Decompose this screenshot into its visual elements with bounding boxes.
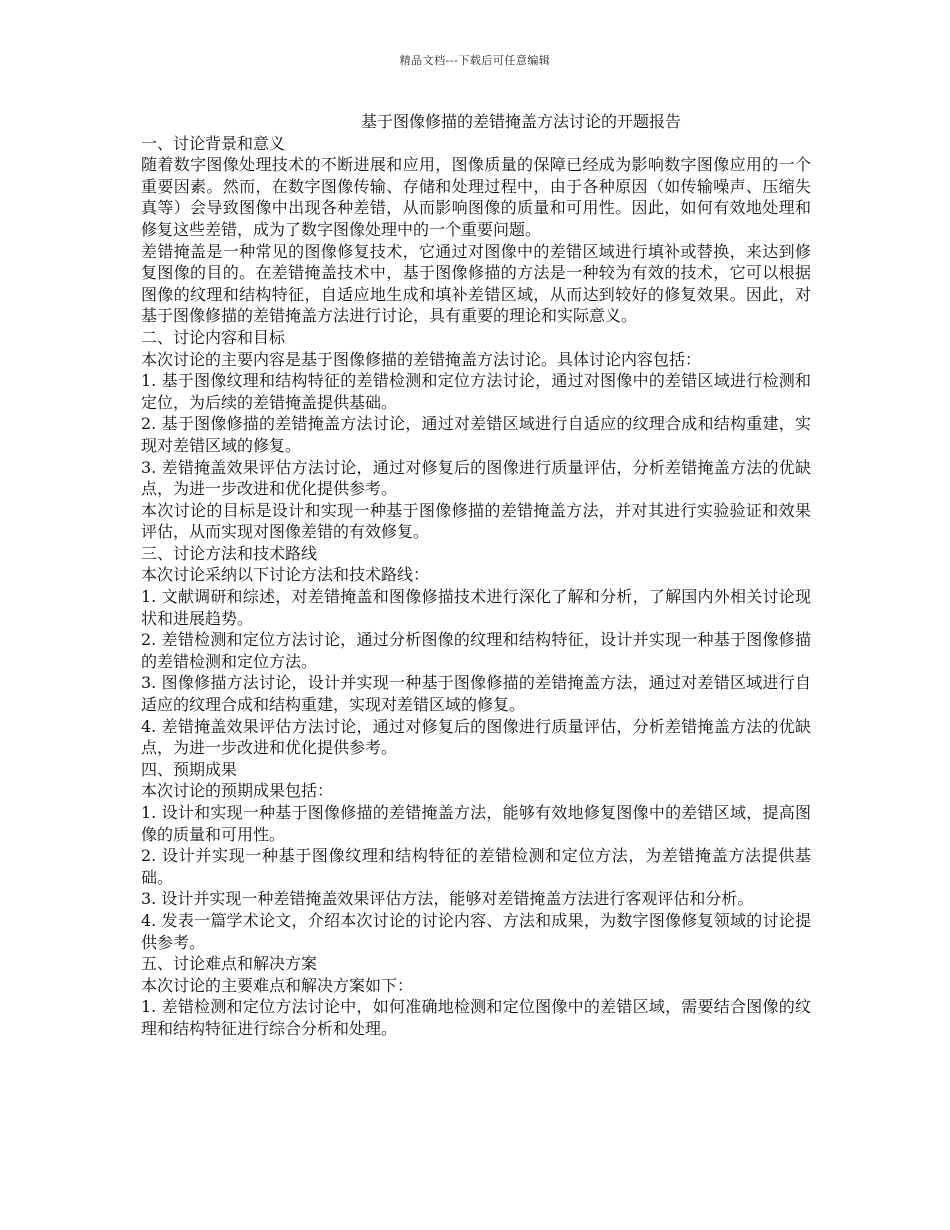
list-item: 4. 差错掩盖效果评估方法讨论，通过对修复后的图像进行质量评估，分析差错掩盖方法的优缺点，为进一步改进和优化提供参考。 [141,716,811,758]
list-item: 1. 基于图像纹理和结构特征的差错检测和定位方法讨论，通过对图像中的差错区域进行检测和定位，为后续的差错掩盖提供基础。 [141,371,811,412]
paragraph: 本次讨论的预期成果包括： [141,781,334,801]
list-item: 1. 差错检测和定位方法讨论中，如何准确地检测和定位图像中的差错区域，需要结合图像的纹理和结构特征进行综合分析和处理。 [141,997,811,1038]
document-title: 基于图像修描的差错掩盖方法讨论的开题报告 [361,112,682,131]
paragraph: 差错掩盖是一种常见的图像修复技术，它通过对图像中的差错区域进行填补或替换，来达到修复图像的目的。在差错掩盖技术中，基于图像修描的方法是一种较为有效的技术，它可以根据图像的纹理和结构特征，自适应地生成和填补差错区域，从而达到较好的修复效果。因此，对基于图像修描的差错掩盖方法进行讨论，具有重要的理论和实际意义。 [141,241,811,326]
section-heading-4: 四、预期成果 [141,759,238,779]
section-heading-5: 五、讨论难点和解决方案 [141,954,318,974]
list-item: 1. 设计和实现一种基于图像修描的差错掩盖方法，能够有效地修复图像中的差错区域，提高图像的质量和可用性。 [141,803,811,844]
list-item: 3. 图像修描方法讨论，设计并实现一种基于图像修描的差错掩盖方法，通过对差错区域进行自适应的纹理合成和结构重建，实现对差错区域的修复。 [141,673,811,715]
list-item: 4. 发表一篇学术论文，介绍本次讨论的讨论内容、方法和成果，为数字图像修复领域的讨论提供参考。 [141,910,811,952]
section-heading-1: 一、讨论背景和意义 [141,133,286,153]
section-heading-3: 三、讨论方法和技术路线 [141,543,318,563]
list-item: 1. 文献调研和综述，对差错掩盖和图像修描技术进行深化了解和分析，了解国内外相关讨论现状和进展趋势。 [141,587,811,628]
list-item: 2. 设计并实现一种基于图像纹理和结构特征的差错检测和定位方法，为差错掩盖方法提供基础。 [141,846,811,887]
list-item: 2. 基于图像修描的差错掩盖方法讨论，通过对差错区域进行自适应的纹理合成和结构重建，实现对差错区域的修复。 [141,414,811,455]
page-header: 精品文档---下载后可任意编辑 [399,54,551,67]
document-body [141,111,811,1040]
list-item: 3. 设计并实现一种差错掩盖效果评估方法，能够对差错掩盖方法进行客观评估和分析。 [141,889,754,909]
paragraph: 本次讨论的目标是设计和实现一种基于图像修描的差错掩盖方法，并对其进行实验验证和效果评估，从而实现对图像差错的有效修复。 [141,500,811,542]
paragraph: 本次讨论的主要内容是基于图像修描的差错掩盖方法讨论。具体讨论内容包括： [141,349,702,369]
paragraph: 本次讨论采纳以下讨论方法和技术路线： [141,565,430,585]
paragraph: 随着数字图像处理技术的不断进展和应用，图像质量的保障已经成为影响数字图像应用的一个重要因素。然而，在数字图像传输、存储和处理过程中，由于各种原因（如传输噪声、压缩失真等）会导致图像中出现各种差错，从而影响图像的质量和可用性。因此，如何有效地处理和修复这些差错，成为了数字图像处理中的一个重要问题。 [141,155,811,239]
list-item: 3. 差错掩盖效果评估方法讨论，通过对修复后的图像进行质量评估，分析差错掩盖方法的优缺点，为进一步改进和优化提供参考。 [141,457,811,499]
paragraph: 本次讨论的主要难点和解决方案如下： [141,975,414,995]
list-item: 2. 差错检测和定位方法讨论，通过分析图像的纹理和结构特征，设计并实现一种基于图像修描的差错检测和定位方法。 [141,630,811,671]
section-heading-2: 二、讨论内容和目标 [141,327,286,347]
